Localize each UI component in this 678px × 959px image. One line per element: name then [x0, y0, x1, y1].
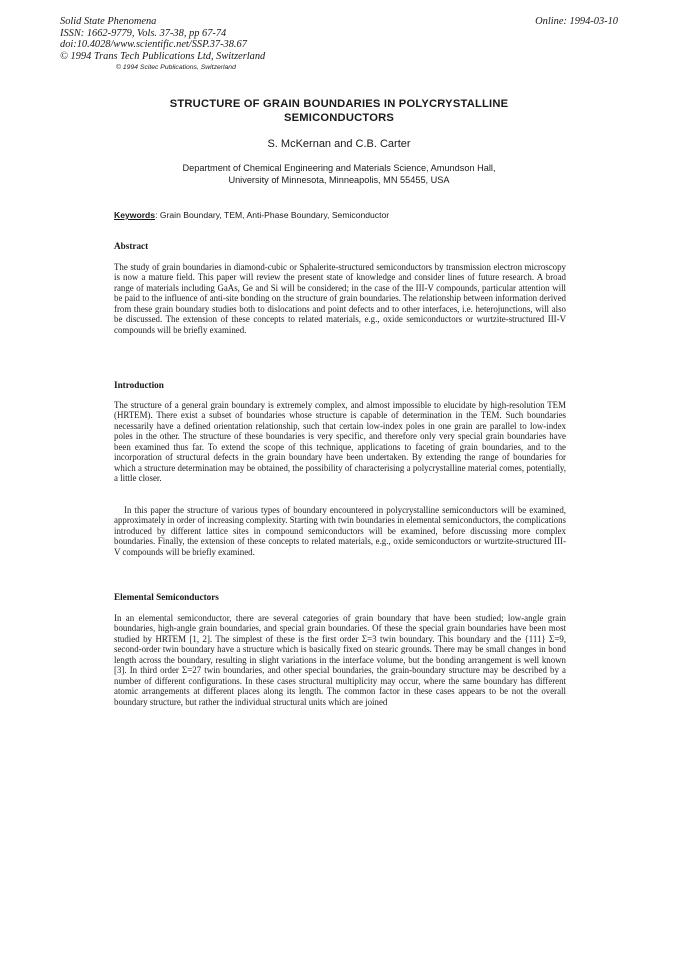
- authors: S. McKernan and C.B. Carter: [267, 138, 411, 150]
- keywords-label: Keywords: [114, 210, 156, 220]
- publication-header: [60, 16, 618, 73]
- issn-line: ISSN: 1662-9779, Vols. 37-38, pp 67-74: [60, 27, 227, 39]
- keywords: [114, 210, 389, 220]
- keywords-text: : Grain Boundary, TEM, Anti-Phase Boundary, Semiconductor: [155, 210, 390, 220]
- journal-name: Solid State Phenomena: [60, 16, 157, 27]
- abstract-text: The study of grain boundaries in diamond-cubic or Sphalerite-structured semiconductors by transmission electron microscopy is now a mature field. This paper will review the present state of knowledge and consider lines of future research. A broad range of materials including GaAs, Ge and Si will be considered; in the case of the III-V compounds, particular attention will be paid to the influence of anti-site bonding on the structure of grain boundaries. The relationship between information derived from these grain boundary studies both to dislocations and point defects and to other interfaces, i.e. heterojunctions, will also be discussed. The extension of these concepts to related materials, e.g., oxide semiconductors or wurtzite-structured III-V compounds will be briefly examined.: [114, 262, 566, 335]
- paper-title: [110, 98, 568, 125]
- affiliation-line-2: University of Minnesota, Minneapolis, MN 55455, USA: [228, 175, 450, 185]
- title-line-2: SEMICONDUCTORS: [283, 111, 395, 124]
- affiliation: [0, 162, 678, 186]
- elemental-heading: Elemental Semiconductors: [114, 592, 219, 602]
- affiliation-line-1: Department of Chemical Engineering and Materials Science, Amundson Hall,: [182, 163, 496, 173]
- title-line-1: STRUCTURE OF GRAIN BOUNDARIES IN POLYCRYSTALLINE: [169, 98, 509, 110]
- introduction-paragraph-2: In this paper the structure of various types of boundary encountered in polycrystalline semiconductors will be examined, approximately in order of increasing complexity. Starting with twin boundaries in elemental semiconductors, the complications introduced by different lattice sites in compound semiconductors will be examined, before discussing more complex boundaries. Finally, the extension of these concepts to related materials, e.g., oxide semiconductors or wurtzite-structured III-V compounds will be briefly examined.: [114, 505, 566, 557]
- copyright-line: © 1994 Trans Tech Publications Ltd, Switzerland: [60, 50, 266, 62]
- abstract-heading: Abstract: [114, 241, 149, 251]
- online-date: Online: 1994-03-10: [535, 16, 618, 27]
- introduction-paragraph-1: The structure of a general grain boundary is extremely complex, and almost impossible to elucidate by high-resolution TEM (HRTEM). There exist a subset of boundaries whose structure is capable of determination in the TEM. Such boundaries necessarily have a defined orientation relationship, such that certain low-index poles in one grain are parallel to low-index poles in the other. The structure of these boundaries is very specific, and therefore only very special grain boundaries have been examined thus far. To extend the scope of this technique, applications to faceting of grain boundaries, and to the incorporation of structural defects in the grain boundary have been undertaken. By extending the range of boundaries for which a structure determination may be obtained, the possibility of characterising a polycrystalline material comes, potentially, a little closer.: [114, 400, 566, 484]
- introduction-heading: Introduction: [114, 380, 164, 390]
- copyright-small: © 1994 Scitec Publications, Switzerland: [116, 64, 236, 72]
- elemental-paragraph-1: In an elemental semiconductor, there are several categories of grain boundary that have been studied; low-angle grain boundaries, high-angle grain boundaries, and special grain boundaries. Of these the special grain boundaries have been most studied by HRTEM [1, 2]. The simplest of these is the first order Σ=3 twin boundary. This boundary and the {111} Σ=9, second-order twin boundary have a structure which is basically fixed on stearic grounds. There may be small changes in bond length across the boundary, resulting in slight variations in the interface volume, but the bonding arrangement is well known [3]. In third order Σ=27 twin boundaries, and other special boundaries, the grain-boundary structure may be described by a number of different configurations. In these cases structural multiplicity may occur, where the same boundary has different atomic arrangements at different places along its length. The common factor in these cases appears to be not the overall boundary structure, but rather the individual structural units which are joined: [114, 613, 566, 707]
- doi-line: doi:10.4028/www.scientific.net/SSP.37-38.67: [60, 39, 247, 51]
